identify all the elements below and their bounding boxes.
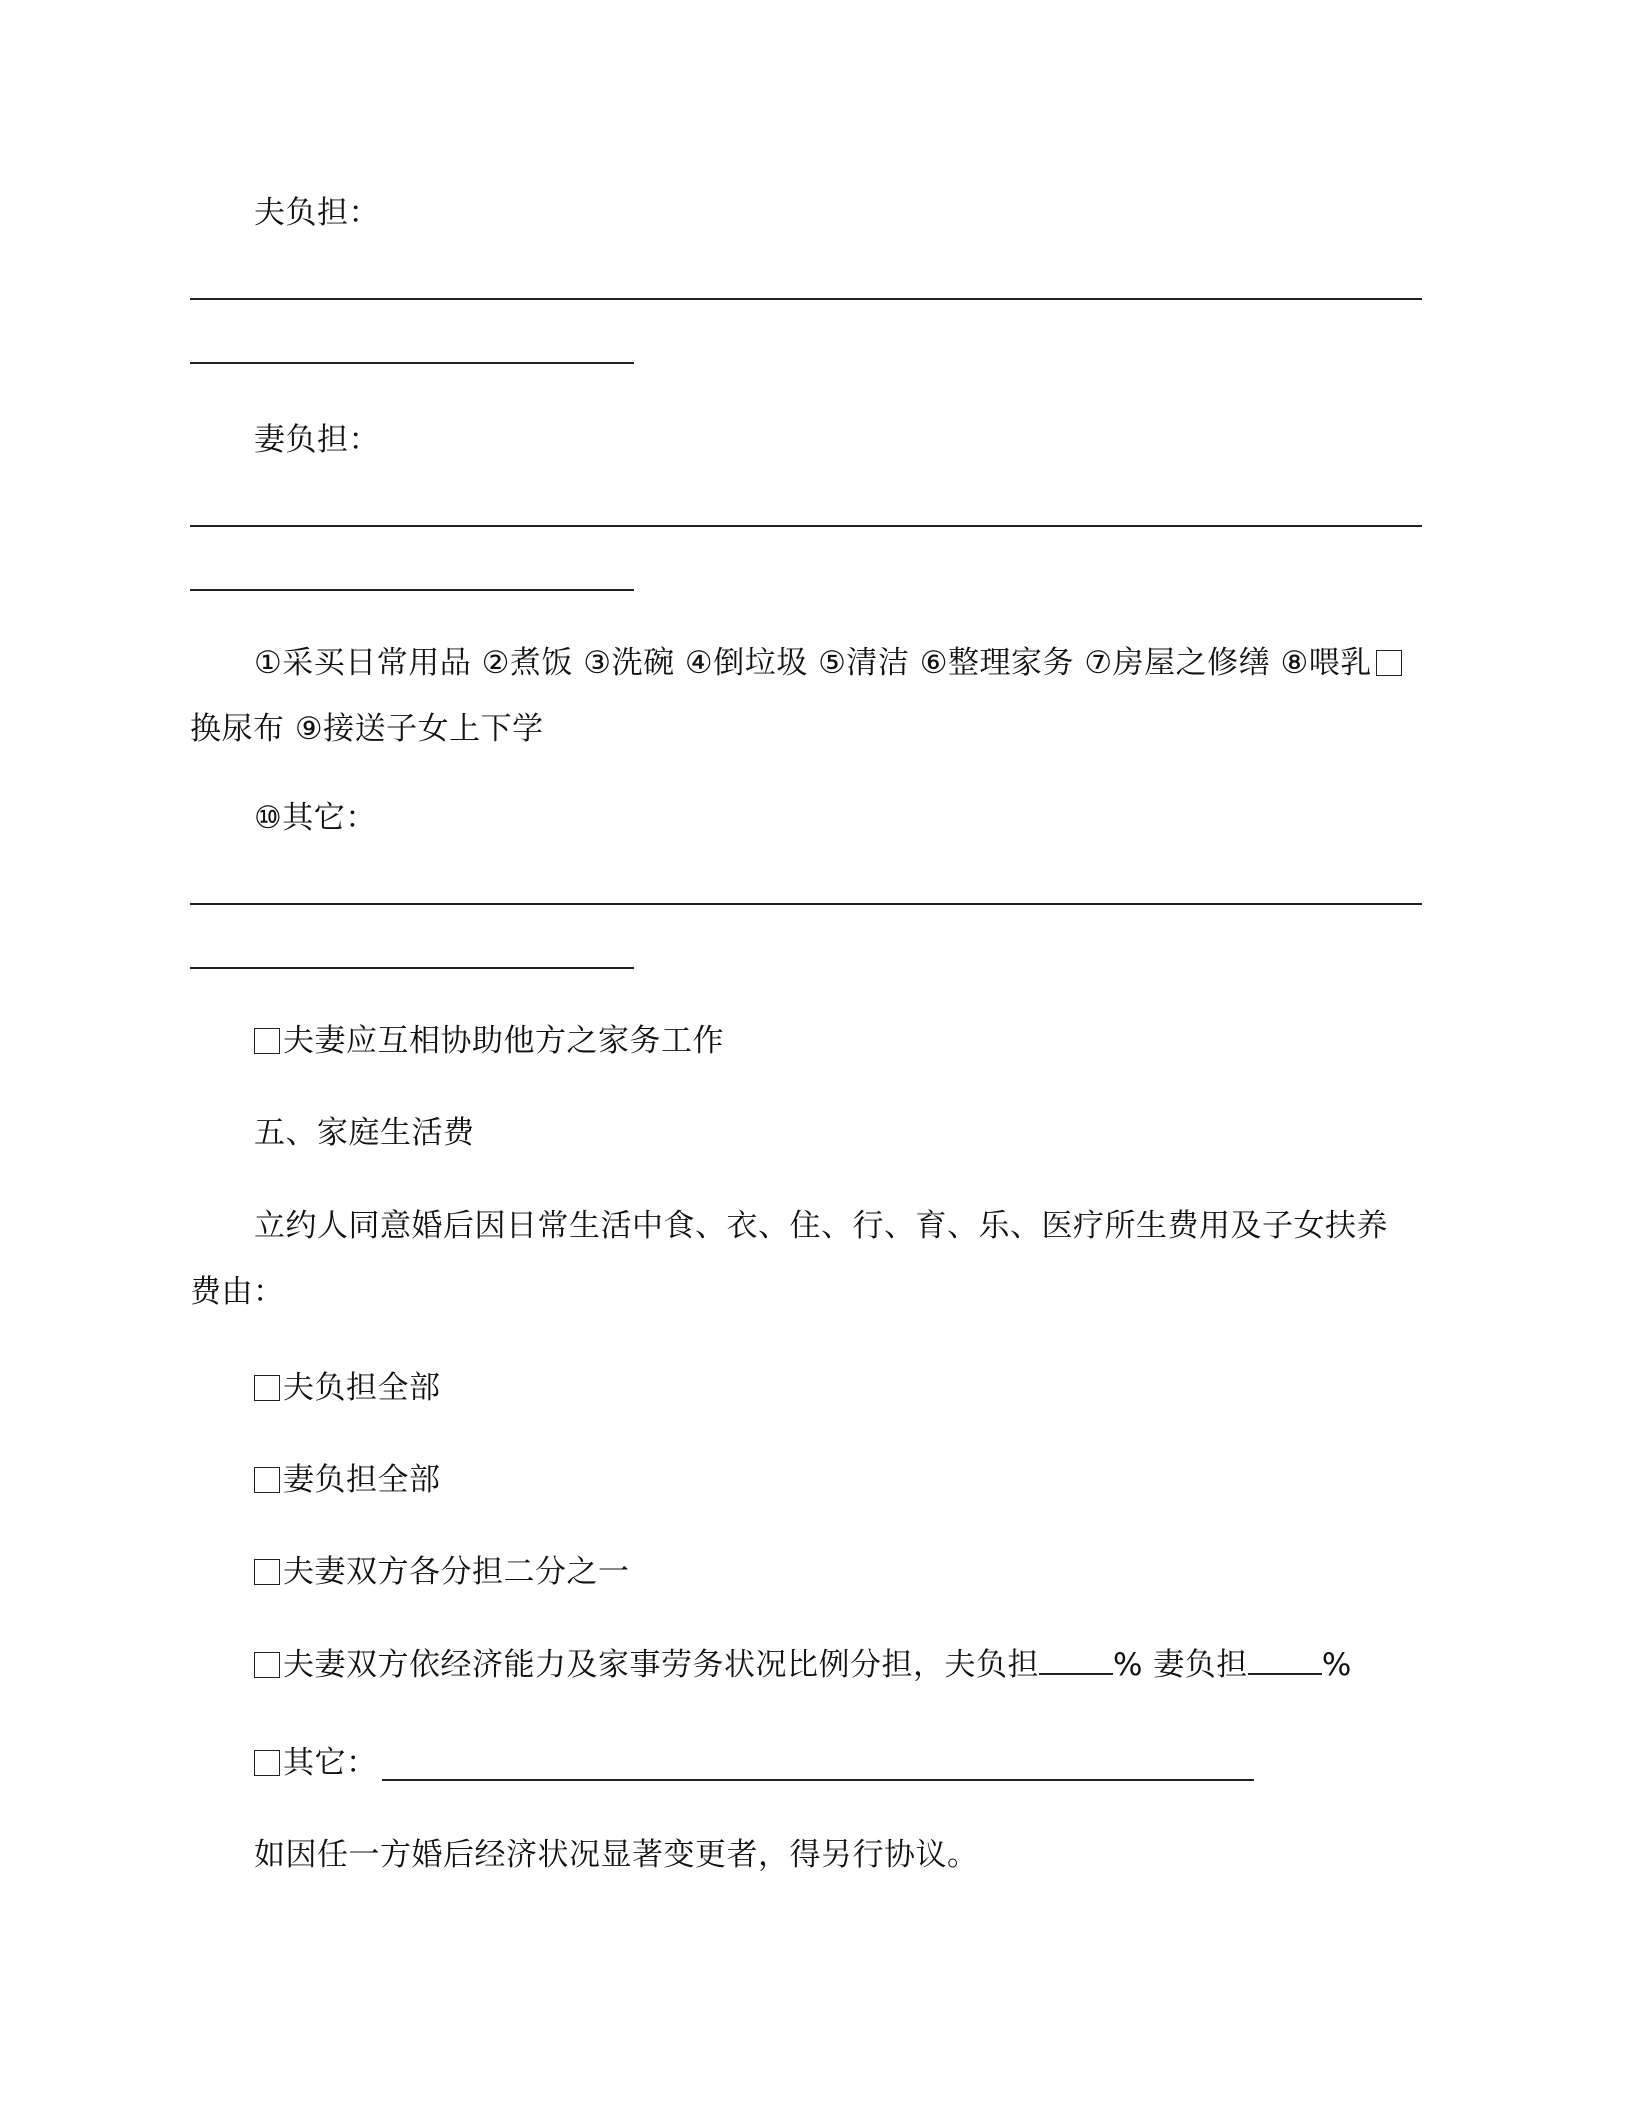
chores-other-fill-line-2[interactable]	[190, 967, 634, 969]
half-half-checkbox-icon[interactable]	[254, 1559, 280, 1585]
wife-all-checkbox-icon[interactable]	[254, 1467, 280, 1493]
expense-option-wife-all	[254, 1460, 441, 1500]
wife-fill-line-2[interactable]	[190, 589, 634, 591]
ratio-text-b: % 妻负担	[1113, 1647, 1248, 1683]
chores-checkbox-icon[interactable]	[1376, 650, 1402, 676]
husband-percent-blank[interactable]	[1039, 1645, 1113, 1675]
husband-all-checkbox-icon[interactable]	[254, 1375, 280, 1401]
other-label: 其它：	[283, 1745, 378, 1781]
husband-fill-line-2[interactable]	[190, 362, 634, 364]
section-heading-living-expenses: 五、家庭生活费	[254, 1115, 475, 1151]
expense-option-other	[254, 1743, 378, 1783]
closing-sentence: 如因任一方婚后经济状况显著变更者，得另行协议。	[254, 1837, 979, 1873]
husband-fill-line-1[interactable]	[190, 298, 1422, 300]
mutual-help-item	[254, 1021, 724, 1061]
other-fill-line[interactable]	[382, 1779, 1254, 1781]
chores-other-fill-line-1[interactable]	[190, 903, 1422, 905]
ratio-text-a: 夫妻双方依经济能力及家事劳务状况比例分担，夫负担	[283, 1647, 1039, 1683]
other-checkbox-icon[interactable]	[254, 1750, 280, 1776]
wife-fill-line-1[interactable]	[190, 525, 1422, 527]
mutual-help-checkbox-icon[interactable]	[254, 1028, 280, 1054]
ratio-checkbox-icon[interactable]	[254, 1652, 280, 1678]
expense-option-half-half	[254, 1552, 630, 1592]
chores-line-1	[254, 643, 1405, 683]
ratio-text-c: %	[1321, 1647, 1352, 1683]
wife-burden-label: 妻负担：	[254, 422, 380, 458]
expense-option-husband-all	[254, 1368, 441, 1408]
chores-line-1-text: ①采买日常用品 ②煮饭 ③洗碗 ④倒垃圾 ⑤清洁 ⑥整理家务 ⑦房屋之修缮 ⑧喂乳	[254, 645, 1372, 681]
expense-option-text: 夫负担全部	[283, 1370, 441, 1406]
expenses-intro-line-1: 立约人同意婚后因日常生活中食、衣、住、行、育、乐、医疗所生费用及子女扶养	[254, 1208, 1388, 1244]
expense-option-text: 夫妻双方各分担二分之一	[283, 1554, 630, 1590]
wife-percent-blank[interactable]	[1248, 1645, 1322, 1675]
expenses-intro-line-2: 费由：	[190, 1274, 285, 1310]
husband-burden-label: 夫负担：	[254, 195, 380, 231]
mutual-help-text: 夫妻应互相协助他方之家务工作	[283, 1023, 724, 1059]
expense-option-ratio	[254, 1645, 1352, 1685]
expense-option-text: 妻负担全部	[283, 1462, 441, 1498]
chores-line-2: 换尿布 ⑨接送子女上下学	[190, 711, 544, 747]
chores-other-label: ⑩其它：	[254, 800, 377, 836]
